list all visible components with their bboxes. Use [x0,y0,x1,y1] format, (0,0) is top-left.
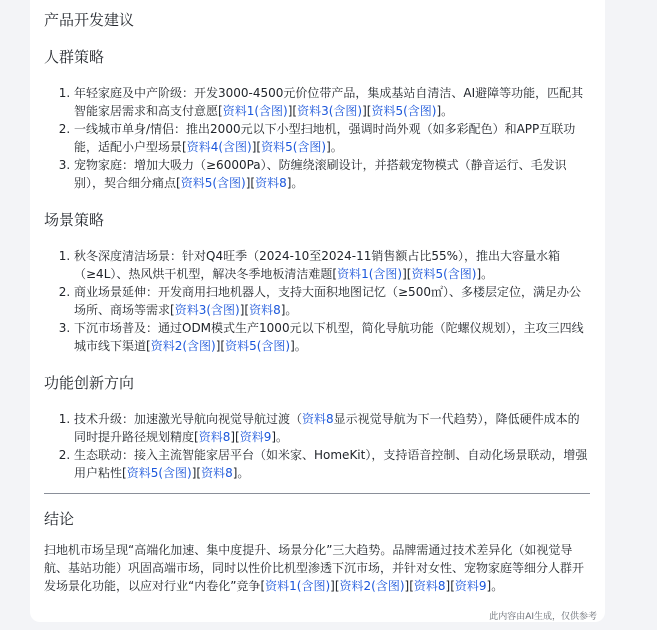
reference-link[interactable]: 资料8 [201,466,233,480]
item-refs: [资料1(含图)][资料5(含图)] [332,267,482,281]
item-end: 。 [441,104,454,118]
item-text: 商业场景延伸：开发商用扫地机器人，支持大面积地图记忆（≥500㎡）、多楼层定位，满足办公场所、商场等需求 [74,285,581,317]
conclusion-paragraph [44,541,592,595]
item-text: 一线城市单身/情侣：推出2000元以下小型扫地机，强调时尚外观（如多彩配色）和APP互联功能，适配小户型场景 [74,122,576,154]
heading-conclusion: 结论 [44,510,75,528]
reference-link[interactable]: 资料5(含图) [411,267,477,281]
item-text: 显示视觉导航为下一代趋势），降低硬件成本的同时提升路径规划精度 [74,412,580,444]
reference-link[interactable]: 资料5(含图) [261,140,327,154]
heading-feature-innovation: 功能创新方向 [44,374,135,392]
item-text: 生态联动：接入主流智能家居平台（如米家、HomeKit），支持语音控制、自动化场景联动，增强用户粘性 [74,448,588,480]
reference-link[interactable]: 资料9 [454,579,487,593]
item-refs: [资料5(含图)][资料8] [122,466,238,480]
item-refs: [资料5(含图)][资料8] [176,176,292,190]
reference-link[interactable]: 资料2(含图) [150,339,216,353]
item-text: 秋冬深度清洁场景：针对Q4旺季（2024-10至2024-11销售额占比55%），推出大容量水箱（≥4L）、热风烘干机型，解决冬季地板清洁难题 [74,249,561,281]
item-text: 年轻家庭及中产阶级：开发3000-4500元价位带产品，集成基站自清洁、AI避障等功能，匹配其智能家居需求和高支付意愿 [74,86,584,118]
reference-link[interactable]: 资料4(含图) [186,140,252,154]
reference-link[interactable]: 资料5(含图) [180,176,246,190]
reference-link[interactable]: 资料8 [255,176,287,190]
heading-scenario-strategy: 场景策略 [44,211,105,229]
item-text: 宠物家庭：增加大吸力（≥6000Pa）、防缠绕滚刷设计，并搭载宠物模式（静音运行、毛发识别），契合细分痛点 [74,158,567,190]
item-refs: [资料2(含图)][资料5(含图)] [146,339,295,353]
item-refs: [资料8][资料9] [194,430,277,444]
reference-link[interactable]: 资料1(含图) [222,104,288,118]
item-end: 。 [330,140,343,154]
reference-link[interactable]: 资料8 [249,303,281,317]
list-item [74,156,590,192]
item-end: 。 [285,303,298,317]
list-item [74,120,590,156]
audience-strategy-list [44,84,590,192]
ai-disclaimer: 此内容由AI生成，仅供参考 [489,612,597,622]
item-end: 。 [294,339,307,353]
item-end: 。 [291,176,304,190]
item-refs: [资料4(含图)][资料5(含图)] [182,140,331,154]
reference-link[interactable]: 资料8 [413,579,446,593]
reference-link[interactable]: 资料2(含图) [339,579,405,593]
conclusion-text: 扫地机市场呈现“高端化加速、集中度提升、场景分化”三大趋势。品牌需通过技术差异化（如视觉导航、基站功能）巩固高端市场，同时以性价比机型渗透下沉市场，并针对女性、宠物家庭等细分人群开发场景化功能，以应对行业“内卷化”竞争 [44,543,585,593]
conclusion-end: 。 [491,579,504,593]
item-refs: [资料1(含图)][资料3(含图)][资料5(含图)] [218,104,442,118]
reference-link[interactable]: 资料5(含图) [225,339,291,353]
item-end: 。 [237,466,250,480]
list-item [74,84,590,120]
reference-link[interactable]: 资料9 [239,430,272,444]
list-item [74,319,590,355]
scenario-strategy-list [44,247,590,355]
reference-link[interactable]: 资料1(含图) [337,267,403,281]
heading-audience-strategy: 人群策略 [44,48,105,66]
reference-link[interactable]: 资料1(含图) [265,579,331,593]
reference-link[interactable]: 资料3(含图) [174,303,240,317]
reference-link[interactable]: 资料5(含图) [126,466,192,480]
item-text: 下沉市场普及：通过ODM模式生产1000元以下机型，简化导航功能（陀螺仪规划），主攻三四线城市线下渠道 [74,321,584,353]
list-item [74,247,590,283]
list-item [74,446,590,482]
section-title: 产品开发建议 [44,11,135,29]
list-item [74,410,590,446]
item-refs: [资料3(含图)][资料8] [170,303,286,317]
item-end: 。 [276,430,289,444]
feature-innovation-list [44,410,590,482]
item-text-prefix: 技术升级：加速激光导航向视觉导航过渡（ [74,412,303,426]
reference-link[interactable]: 资料5(含图) [371,104,437,118]
list-item [74,283,590,319]
reference-link[interactable]: 资料8 [198,430,231,444]
conclusion-refs: [资料1(含图)][资料2(含图)][资料8][资料9] [260,579,492,593]
section-divider [44,493,590,494]
reference-link[interactable]: 资料3(含图) [297,104,363,118]
item-end: 。 [481,267,494,281]
inline-reference-link[interactable]: 资料8 [302,412,334,426]
content-card [30,0,605,622]
